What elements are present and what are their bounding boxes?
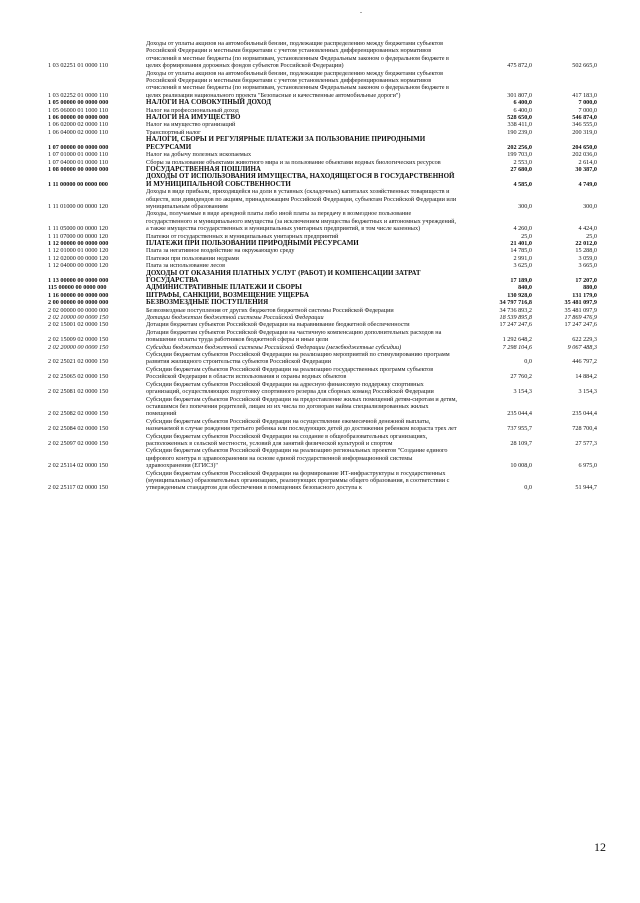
row-value-2021: 202 256,0 <box>507 143 532 151</box>
row-value-2021: 6 400,0 <box>513 99 532 107</box>
row-value-2022: 728 700,4 <box>572 425 597 433</box>
row-value-2022: 7 000,0 <box>578 99 597 107</box>
table-row <box>48 283 597 292</box>
row-code: 1 06 02000 02 0000 110 <box>48 121 109 129</box>
row-value-2022: 622 229,3 <box>572 336 597 344</box>
row-value-2021: 7 298 104,6 <box>502 343 532 351</box>
row-value-2022: 17 247 247,6 <box>564 321 597 329</box>
table-row <box>48 40 597 70</box>
row-name: Налог на профессиональный доход <box>146 106 239 114</box>
row-value-2021: 4 260,0 <box>513 225 532 233</box>
row-value-2021: 2 553,0 <box>513 158 532 166</box>
row-name: Субсидии бюджетам субъектов Российской Федерации на реализацию государственных программ субъектов Российской Федерации в области использования и охраны водных объектов <box>146 365 434 381</box>
row-name: Сборы за пользование объектами животного мира и за пользование объектами водных биологических ресурсов <box>146 158 441 166</box>
row-value-2022: 346 555,0 <box>572 121 597 129</box>
row-code: 1 11 01000 00 0000 120 <box>48 202 109 210</box>
row-value-2021: 0,0 <box>524 484 532 492</box>
row-value-2021: 300,0 <box>518 202 532 210</box>
table-row <box>48 113 597 122</box>
row-name: Плата за негативное воздействие на окружающую среду <box>146 247 295 255</box>
row-value-2022: 131 179,0 <box>572 291 597 299</box>
row-name: Плата за использование лесов <box>146 262 225 270</box>
row-code: 1 07 01000 01 0000 110 <box>48 151 109 159</box>
row-value-2021: 21 401,0 <box>510 239 532 247</box>
row-name: Безвозмездные поступления от других бюджетов бюджетной системы Российской Федерации <box>146 306 394 314</box>
row-code: 2 00 00000 00 0000 000 <box>48 299 109 307</box>
row-code: 2 02 00000 00 0000 000 <box>48 306 109 314</box>
table-row <box>48 158 597 166</box>
row-name: НАЛОГИ НА ИМУЩЕСТВО <box>146 113 241 122</box>
row-value-2022: 14 884,2 <box>575 373 597 381</box>
row-code: 2 02 15001 02 0000 150 <box>48 321 109 329</box>
row-code: 2 02 15009 02 0000 150 <box>48 336 109 344</box>
row-value-2021: 17 189,0 <box>510 277 532 284</box>
row-name: Субсидии бюджетам субъектов Российской Федерации на формирование ИТ-инфраструктуры в государственных (муниципальных) образовательных организациях, реализующих программы общего образования, в соответствии с утвержденным стандартом для обеспечения в помещениях безопасного доступа к <box>146 469 450 492</box>
row-value-2022: 4 424,0 <box>578 225 597 233</box>
row-code: 115 00000 00 0000 000 <box>48 284 107 292</box>
budget-revenue-table <box>48 40 597 492</box>
table-row <box>48 135 597 151</box>
row-name: Субсидии бюджетам субъектов Российской Федерации на предоставление жилых помещений детям-сиротам и детям, оставшимся без попечения родителей, лицам из их числа по договорам найма специализированных жилых помещений <box>146 395 458 418</box>
row-value-2022: 235 044,4 <box>572 410 597 418</box>
row-value-2022: 200 319,0 <box>572 128 597 136</box>
row-code: 1 12 00000 00 0000 000 <box>48 239 109 247</box>
row-value-2022: 27 577,3 <box>575 439 597 447</box>
row-value-2022: 2 614,0 <box>578 158 597 166</box>
table-row <box>48 69 597 100</box>
row-code: 2 02 25081 02 0000 150 <box>48 388 109 396</box>
row-value-2021: 301 807,0 <box>507 91 532 99</box>
table-row <box>48 314 597 322</box>
row-name: НАЛОГИ, СБОРЫ И РЕГУЛЯРНЫЕ ПЛАТЕЖИ ЗА ПОЛЬЗОВАНИЕ ПРИРОДНЫМИ РЕСУРСАМИ <box>146 135 426 151</box>
table-row <box>48 98 597 107</box>
table-row <box>48 351 597 366</box>
row-value-2021: 28 109,7 <box>510 439 532 447</box>
row-value-2022: 502 665,0 <box>572 62 597 70</box>
table-row <box>48 380 597 396</box>
table-row <box>48 395 597 418</box>
row-code: 2 02 20000 00 0000 150 <box>48 343 109 351</box>
row-value-2021: 338 411,0 <box>507 121 532 129</box>
row-name: ДОХОДЫ ОТ ИСПОЛЬЗОВАНИЯ ИМУЩЕСТВА, НАХОДЯЩЕГОСЯ В ГОСУДАРСТВЕННОЙ И МУНИЦИПАЛЬНОЙ СОБСТВЕННОСТИ <box>146 172 455 188</box>
row-code: 1 13 00000 00 0000 000 <box>48 277 109 284</box>
row-name: Субсидии бюджетам бюджетной системы Российской Федерации (межбюджетные субсидии) <box>146 343 402 351</box>
row-name: Субсидии бюджетам субъектов Российской Федерации на осуществление ежемесячной денежной выплаты, назначаемой в случае рождения третьего ребенка или последующих детей до достижения ребенком возраста трех лет <box>146 417 457 433</box>
row-code: 1 05 06000 01 1000 110 <box>48 106 109 114</box>
row-value-2022: 35 481 097,9 <box>564 299 597 307</box>
row-value-2022: 880,0 <box>583 284 597 292</box>
row-value-2021: 17 247 247,6 <box>499 321 532 329</box>
row-code: 2 02 25117 02 0000 150 <box>48 484 109 492</box>
row-value-2022: 446 797,2 <box>572 358 597 366</box>
table-row <box>48 290 597 299</box>
row-value-2022: 204 650,0 <box>572 143 597 151</box>
row-value-2021: 27 680,0 <box>510 165 532 173</box>
row-code: 1 05 00000 00 0000 000 <box>48 99 109 107</box>
row-value-2021: 235 044,4 <box>507 410 532 418</box>
table-row <box>48 321 597 329</box>
row-value-2022: 22 012,0 <box>575 239 597 247</box>
table-row <box>48 328 597 344</box>
row-value-2021: 25,0 <box>521 232 532 240</box>
row-code: 1 07 04000 01 0000 110 <box>48 158 109 166</box>
row-name: Субсидии бюджетам субъектов Российской Федерации на реализацию мероприятий по стимулированию программ развития жилищного строительства субъектов Российской Федерации <box>146 351 450 366</box>
row-value-2022: 35 481 097,9 <box>564 306 597 314</box>
row-value-2021: 10 008,0 <box>510 462 532 470</box>
row-value-2022: 3 154,3 <box>578 388 597 396</box>
row-value-2022: 15 288,0 <box>575 247 597 255</box>
row-name: Платежи от государственных и муниципальных унитарных предприятий <box>146 232 339 240</box>
row-code: 2 02 25084 02 0000 150 <box>48 425 109 433</box>
table-row <box>48 432 597 448</box>
row-code: 2 02 25114 02 0000 150 <box>48 462 109 470</box>
row-value-2022: 546 874,0 <box>572 114 597 122</box>
table-row <box>48 447 597 470</box>
row-code: 1 12 02000 00 0000 120 <box>48 254 109 262</box>
row-name: Платежи при пользовании недрами <box>146 254 239 262</box>
row-value-2021: 18 539 895,8 <box>499 314 532 322</box>
row-code: 1 12 04000 00 0000 120 <box>48 262 109 270</box>
table-row <box>48 417 597 433</box>
table-row <box>48 106 597 114</box>
row-value-2022: 25,0 <box>586 232 597 240</box>
row-name: Налог на имущество организаций <box>146 121 236 129</box>
page-number: 12 <box>594 840 606 854</box>
row-name: Дотации бюджетам бюджетной системы Российской Федерации <box>146 314 324 322</box>
table-row <box>48 306 597 314</box>
table-row <box>48 238 597 247</box>
table-row <box>48 365 597 381</box>
row-value-2021: 130 928,0 <box>507 291 532 299</box>
row-value-2022: 3 059,0 <box>578 254 597 262</box>
row-value-2022: 4 749,0 <box>578 180 597 188</box>
row-code: 2 02 25065 02 0000 150 <box>48 373 109 381</box>
row-value-2022: 7 000,0 <box>578 106 597 114</box>
row-name: Налог на добычу полезных ископаемых <box>146 151 252 159</box>
row-name: Субсидии бюджетам субъектов Российской Федерации на реализацию региональных проектов "Создание единого цифрового контура в здравоохранении на основе единой государственной информационной системы здравоохранения (ЕГИСЗ)" <box>146 447 448 470</box>
row-value-2022: 202 036,0 <box>572 151 597 159</box>
row-value-2022: 3 665,0 <box>578 262 597 270</box>
row-name: Субсидии бюджетам субъектов Российской Федерации на адресную финансовую поддержку спортивных организаций, осуществляющих подготовку спортивного резерва для сборных команд Российской Федерации <box>146 380 434 396</box>
row-code: 1 11 05000 00 0000 120 <box>48 225 109 233</box>
table-row <box>48 343 597 351</box>
row-name: Доходы от уплаты акцизов на автомобильный бензин, подлежащие распределению между бюджетами субъектов Российской Федерации и местными бюджетами с учетом установленных дифференцированных нормативов отчислений в местные бюджеты (по нормативам, установленным Федеральным законом о федеральном бюджете в целях реализации национального проекта "Безопасные и качественные автомобильные дороги") <box>146 69 449 99</box>
row-value-2021: 199 703,0 <box>507 151 532 159</box>
top-mark: . <box>360 6 362 15</box>
row-value-2022: 30 387,0 <box>575 165 597 173</box>
row-code: 2 02 25097 02 0000 150 <box>48 439 109 447</box>
row-name: АДМИНИСТРАТИВНЫЕ ПЛАТЕЖИ И СБОРЫ <box>146 283 302 292</box>
row-value-2022: 417 183,0 <box>572 91 597 99</box>
row-value-2021: 3 154,3 <box>513 388 532 396</box>
row-name: Дотации бюджетам субъектов Российской Федерации на выравнивание бюджетной обеспеченности <box>146 321 410 329</box>
row-code: 1 12 01000 01 0000 120 <box>48 247 109 255</box>
row-code: 1 16 00000 00 0000 000 <box>48 291 109 299</box>
row-code: 1 06 00000 00 0000 000 <box>48 114 109 122</box>
row-value-2021: 34 736 893,2 <box>499 306 532 314</box>
row-value-2022: 9 067 488,3 <box>567 343 597 351</box>
row-value-2022: 6 975,0 <box>578 462 597 470</box>
row-name: Доходы, получаемые в виде арендной платы либо иной платы за передачу в возмездное пользование государственного и муниципального имущества (за исключением имущества бюджетных и автономных учреждений, а также имущества государственных и муниципальных унитарных предприятий, в том числе казенных) <box>146 210 456 233</box>
row-name: ПЛАТЕЖИ ПРИ ПОЛЬЗОВАНИИ ПРИРОДНЫМИ РЕСУРСАМИ <box>146 238 359 247</box>
row-code: 1 11 07000 00 0000 120 <box>48 232 109 240</box>
row-name: ДОХОДЫ ОТ ОКАЗАНИЯ ПЛАТНЫХ УСЛУГ (РАБОТ) И КОМПЕНСАЦИИ ЗАТРАТ ГОСУДАРСТВА <box>146 268 421 284</box>
row-code: 1 03 02251 01 0000 110 <box>48 62 109 70</box>
table-row <box>48 247 597 255</box>
row-value-2021: 4 585,0 <box>513 180 532 188</box>
table-row <box>48 469 597 492</box>
row-value-2021: 27 760,2 <box>510 373 532 381</box>
row-value-2022: 17 207,0 <box>575 277 597 284</box>
row-value-2021: 1 292 648,2 <box>502 336 532 344</box>
row-code: 1 07 00000 00 0000 000 <box>48 143 109 151</box>
row-value-2021: 34 797 716,8 <box>499 299 532 307</box>
table-row <box>48 298 597 307</box>
row-code: 1 06 04000 02 0000 110 <box>48 128 109 136</box>
row-name: Субсидии бюджетам субъектов Российской Федерации на создание в общеобразовательных организациях, расположенных в сельской местности, условий для занятий физической культурой и спортом <box>146 432 428 447</box>
table-row <box>48 268 597 285</box>
table-row <box>48 210 597 233</box>
row-value-2021: 737 955,7 <box>507 425 532 433</box>
row-code: 1 11 00000 00 0000 000 <box>48 180 108 188</box>
table-row <box>48 254 597 262</box>
table-row <box>48 188 597 210</box>
row-name: Дотации бюджетам субъектов Российской Федерации на частичную компенсацию дополнительных расходов на повышение оплаты труда работников бюджетной сферы и иные цели <box>146 328 442 344</box>
row-value-2021: 2 991,0 <box>513 254 532 262</box>
row-code: 2 02 25082 02 0000 150 <box>48 410 109 418</box>
row-value-2021: 14 785,0 <box>510 247 532 255</box>
row-value-2021: 190 239,0 <box>507 128 532 136</box>
row-code: 2 02 10000 00 0000 150 <box>48 314 109 322</box>
row-name: Доходы в виде прибыли, приходящейся на доли в уставных (складочных) капиталах хозяйственных товариществ и обществ, или дивидендов по акциям, принадлежащим Российской Федерации, субъектам Российской Федерации или муниципальным образованиям <box>146 188 457 210</box>
row-name: НАЛОГИ НА СОВОКУПНЫЙ ДОХОД <box>146 98 272 107</box>
row-value-2021: 840,0 <box>518 284 532 292</box>
table-row <box>48 172 597 188</box>
row-value-2022: 300,0 <box>583 202 597 210</box>
row-name: ГОСУДАРСТВЕННАЯ ПОШЛИНА <box>146 164 261 173</box>
row-name: Доходы от уплаты акцизов на автомобильный бензин, подлежащие распределению между бюджетами субъектов Российской Федерации и местными бюджетами с учетом установленных дифференцированных нормативов отчислений в местные бюджеты (по нормативам, установленным Федеральным законом о федеральном бюджете в целях формирования дорожных фондов субъектов Российской Федерации) <box>146 40 449 70</box>
row-value-2021: 0,0 <box>524 358 532 366</box>
row-code: 1 08 00000 00 0000 000 <box>48 165 109 173</box>
table-row <box>48 121 597 129</box>
row-value-2021: 528 650,0 <box>507 114 532 122</box>
row-value-2022: 17 869 476,9 <box>564 314 597 322</box>
row-value-2022: 51 944,7 <box>575 484 597 492</box>
row-name: Транспортный налог <box>146 128 201 136</box>
row-code: 1 03 02252 01 0000 110 <box>48 91 109 99</box>
row-value-2021: 475 872,0 <box>507 62 532 70</box>
table-row <box>48 151 597 159</box>
row-name: ШТРАФЫ, САНКЦИИ, ВОЗМЕЩЕНИЕ УЩЕРБА <box>146 290 309 299</box>
row-value-2021: 3 625,0 <box>513 262 532 270</box>
row-value-2021: 6 400,0 <box>513 106 532 114</box>
row-code: 2 02 25021 02 0000 150 <box>48 358 109 366</box>
row-name: БЕЗВОЗМЕЗДНЫЕ ПОСТУПЛЕНИЯ <box>146 298 269 307</box>
